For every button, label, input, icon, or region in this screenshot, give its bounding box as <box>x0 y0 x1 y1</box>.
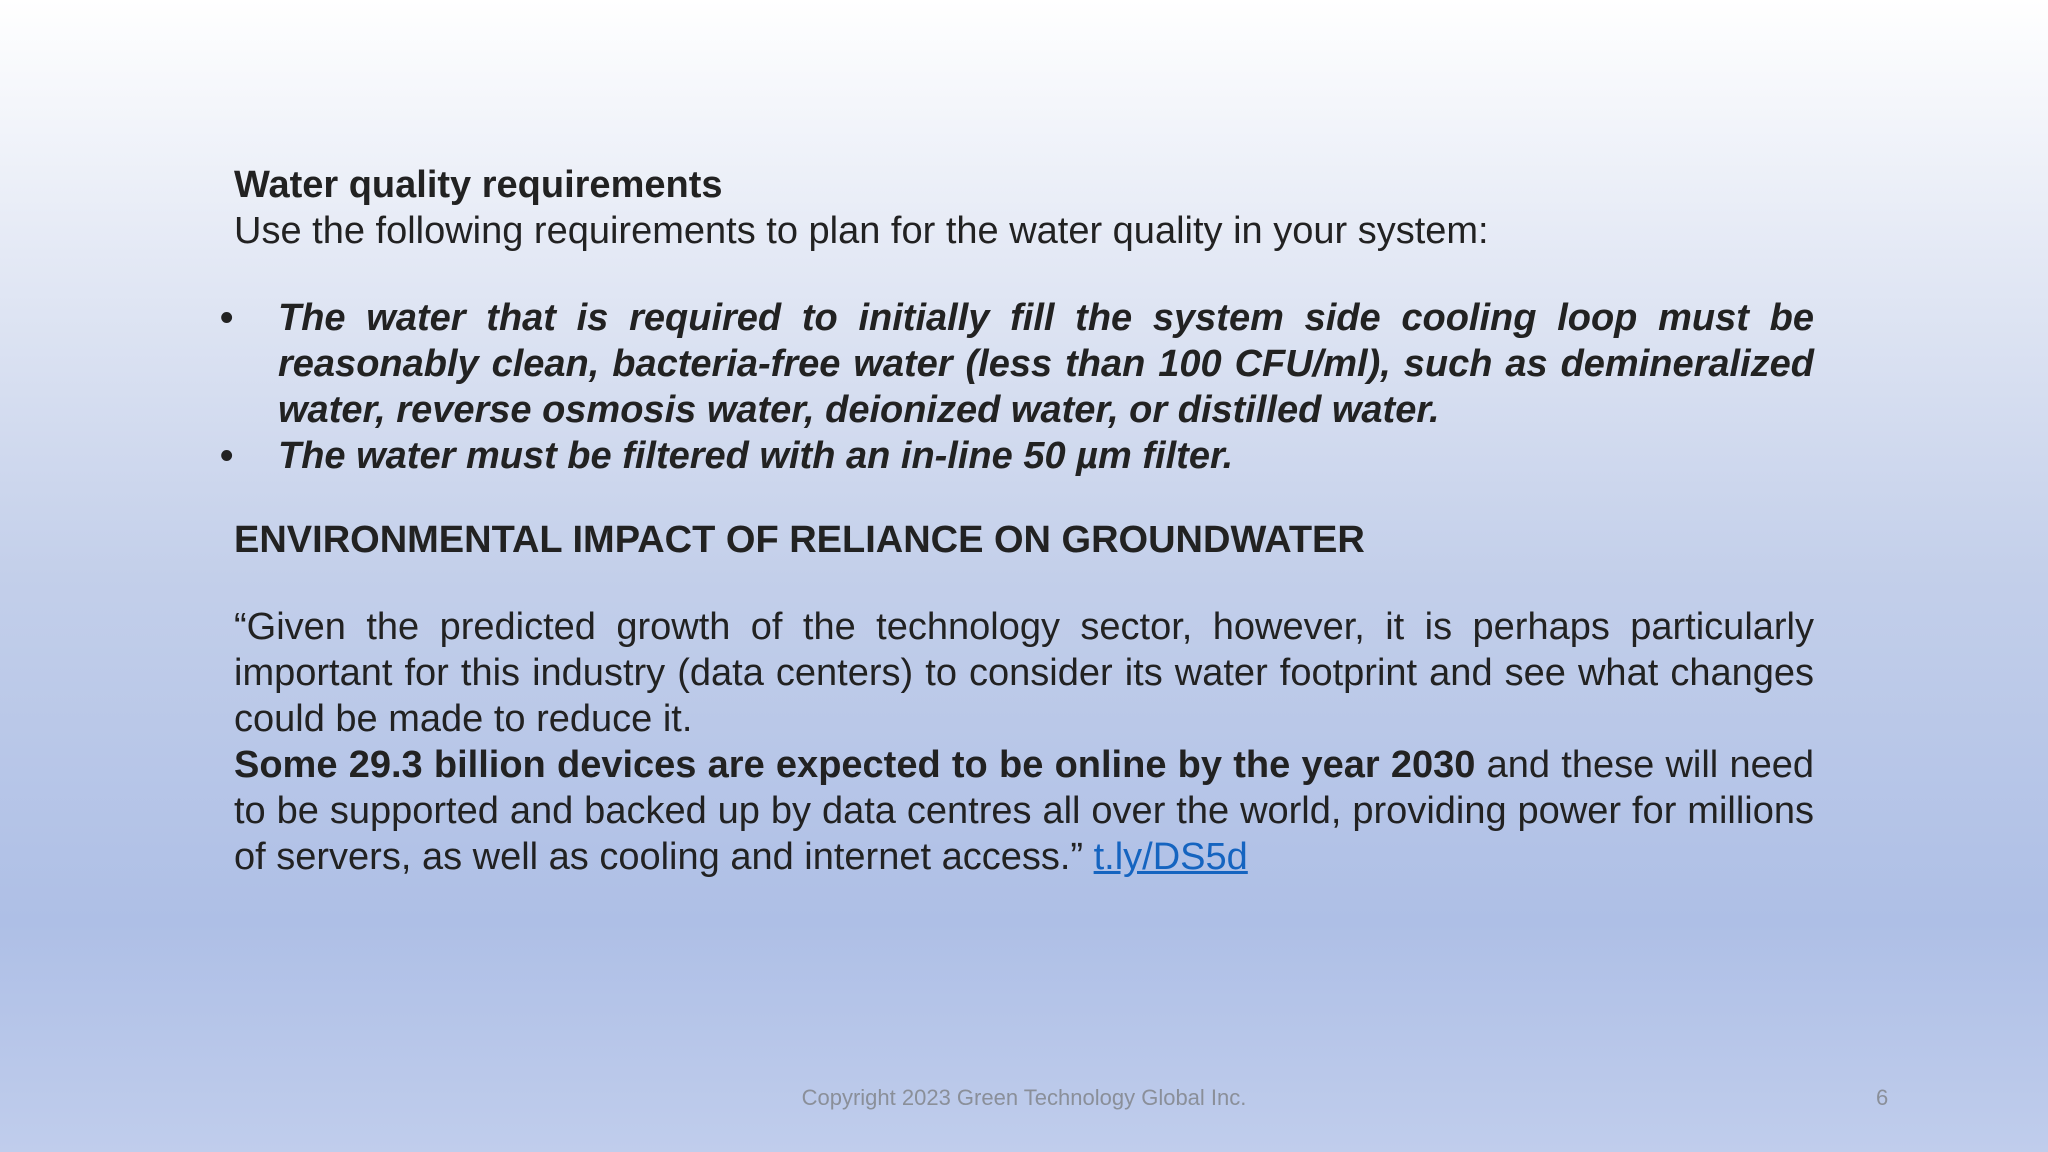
slide-heading: Water quality requirements <box>234 164 723 206</box>
quote-paragraph <box>234 604 1814 880</box>
bullet-text: The water must be filtered with an in-line 50 µm filter. <box>278 435 1234 477</box>
footer-copyright: Copyright 2023 Green Technology Global Inc. <box>801 1085 1247 1110</box>
bullet-text: The water that is required to initially fill the system side cooling loop must be reasonably clean, bacteria-free water (less than 100 CFU/ml), such as demineralized water, reverse osmosis water, deionized water, or distilled water. <box>278 297 1814 431</box>
quote-text-part2: and these will need to be supported and backed up by data centres all over the world, providing power for millions of servers, as well as cooling and internet access.” <box>234 744 1814 878</box>
list-item <box>220 295 1814 433</box>
source-link[interactable]: t.ly/DS5d <box>1093 836 1248 878</box>
bullet-icon: • <box>220 435 234 477</box>
page-number: 6 <box>1876 1085 1889 1110</box>
requirements-list <box>220 295 1814 479</box>
section-title: ENVIRONMENTAL IMPACT OF RELIANCE ON GROUNDWATER <box>234 519 1365 561</box>
bullet-icon: • <box>220 297 234 339</box>
intro-text: Use the following requirements to plan for the water quality in your system: <box>234 210 1489 252</box>
slide-body <box>220 162 1814 880</box>
quote-bold-text: Some 29.3 billion devices are expected to be online by the year 2030 <box>234 744 1476 786</box>
list-item <box>220 433 1814 479</box>
quote-text-part1: “Given the predicted growth of the technology sector, however, it is perhaps particularly important for this industry (data centers) to consider its water footprint and see what changes could be made to reduce it. <box>234 606 1814 740</box>
